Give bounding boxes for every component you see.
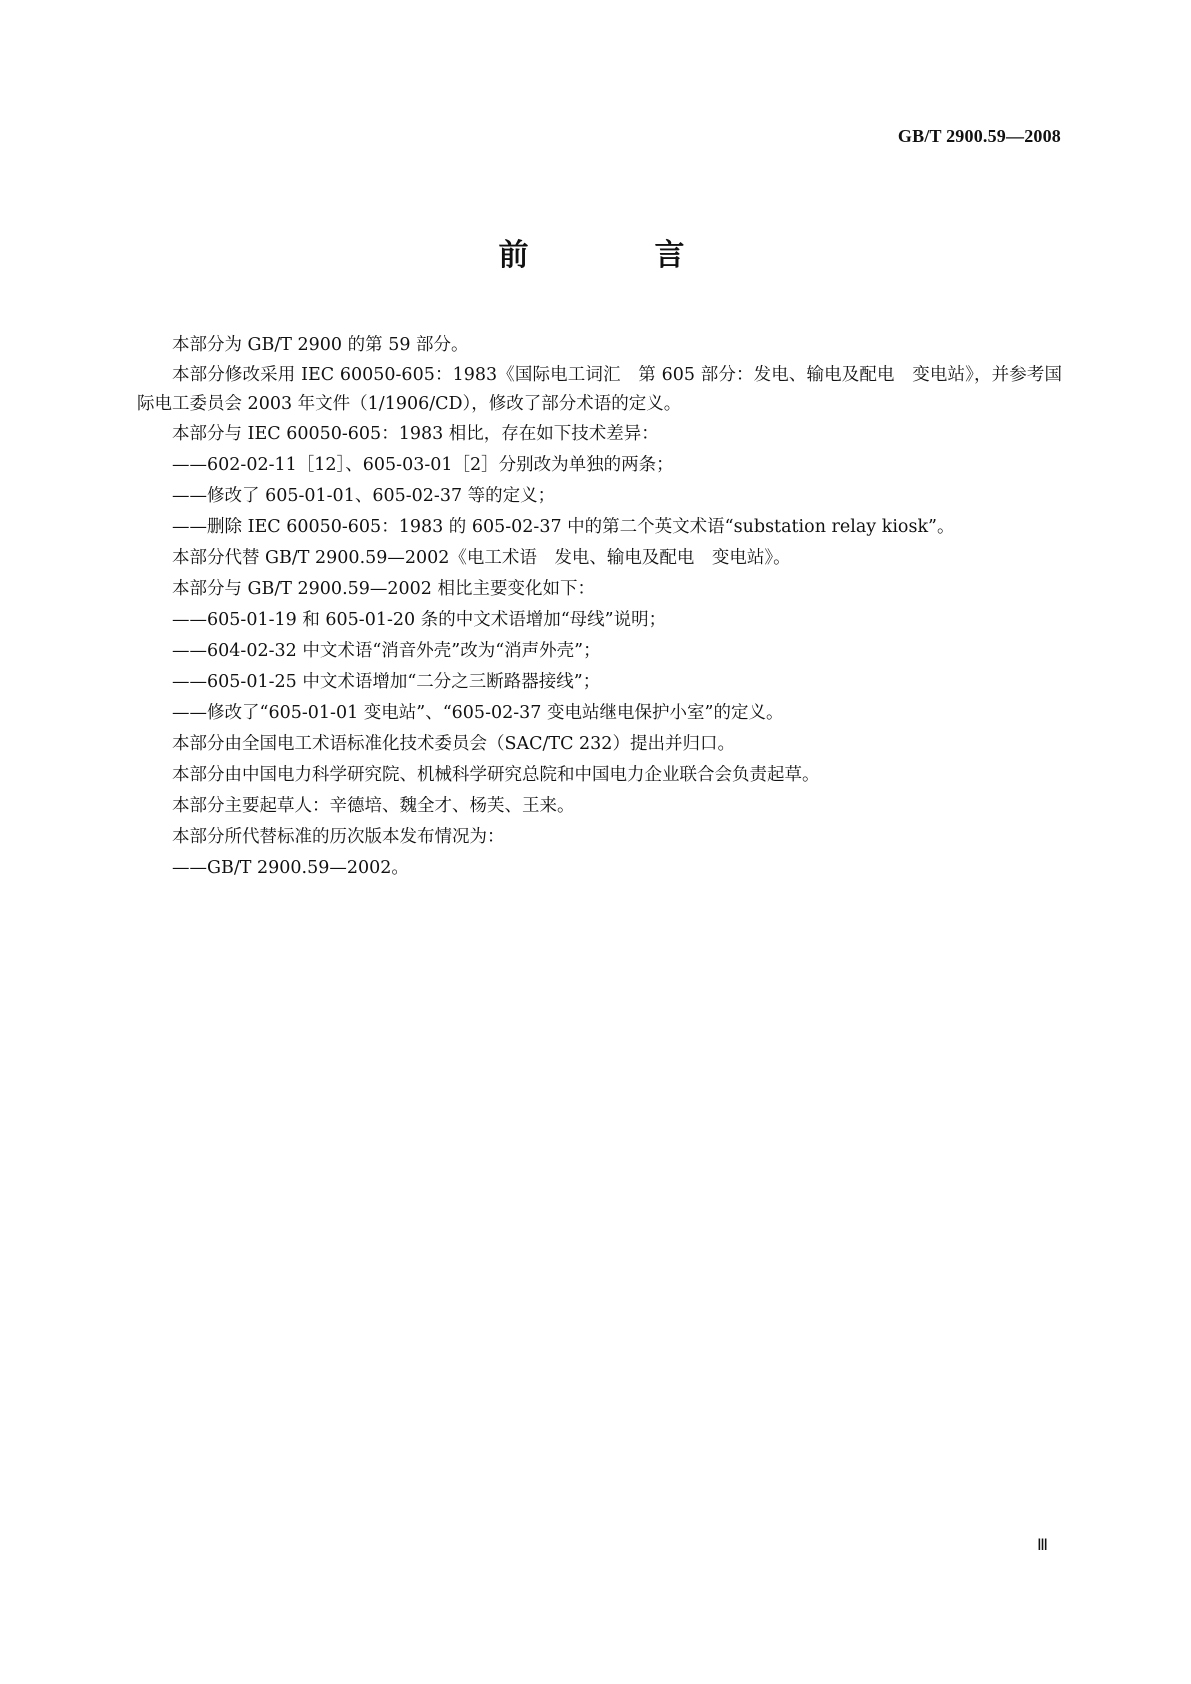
paragraph-proposed-by: 本部分由全国电工术语标准化技术委员会（SAC/TC 232）提出并归口。 xyxy=(172,734,735,754)
paragraph-part-number: 本部分为 GB/T 2900 的第 59 部分。 xyxy=(172,335,469,355)
paragraph-drafters: 本部分主要起草人：辛德培、魏全才、杨芙、王来。 xyxy=(172,796,575,816)
paragraph-drafted-by: 本部分由中国电力科学研究院、机械科学研究总院和中国电力企业联合会负责起草。 xyxy=(172,765,820,785)
change-item: ——605-01-25 中文术语增加“二分之三断路器接线”； xyxy=(172,672,601,692)
change-item: ——604-02-32 中文术语“消音外壳”改为“消声外壳”； xyxy=(172,641,601,661)
paragraph-differences-intro: 本部分与 IEC 60050-605：1983 相比，存在如下技术差异： xyxy=(172,424,659,444)
standard-code-header: GB/T 2900.59—2008 xyxy=(897,126,1061,146)
page-title: 前 言 xyxy=(498,238,733,273)
paragraph-changes-intro: 本部分与 GB/T 2900.59—2002 相比主要变化如下： xyxy=(172,579,595,599)
difference-item: ——602-02-11［12］、605-03-01［2］分别改为单独的两条； xyxy=(172,455,674,475)
change-item: ——605-01-19 和 605-01-20 条的中文术语增加“母线”说明； xyxy=(172,610,667,630)
difference-item: ——修改了 605-01-01、605-02-37 等的定义； xyxy=(172,486,556,506)
paragraph-history-intro: 本部分所代替标准的历次版本发布情况为： xyxy=(172,827,505,847)
page-number: Ⅲ xyxy=(1036,1537,1048,1554)
paragraph-adoption: 本部分修改采用 IEC 60050-605：1983《国际电工词汇 第 605 部分：发电、输电及配电 变电站》，并参考国际电工委员会 2003 年文件（1/1906/CD），修改了部分术语的定义。 xyxy=(137,365,1062,414)
change-item: ——修改了“605-01-01 变电站”、“605-02-37 变电站继电保护小室”的定义。 xyxy=(172,703,784,723)
difference-item: ——删除 IEC 60050-605：1983 的 605-02-37 中的第二个英文术语“substation relay kiosk”。 xyxy=(172,517,955,537)
paragraph-replaces: 本部分代替 GB/T 2900.59—2002《电工术语 发电、输电及配电 变电站》。 xyxy=(172,548,791,568)
foreword-body xyxy=(137,330,1062,884)
history-item: ——GB/T 2900.59—2002。 xyxy=(172,858,409,878)
